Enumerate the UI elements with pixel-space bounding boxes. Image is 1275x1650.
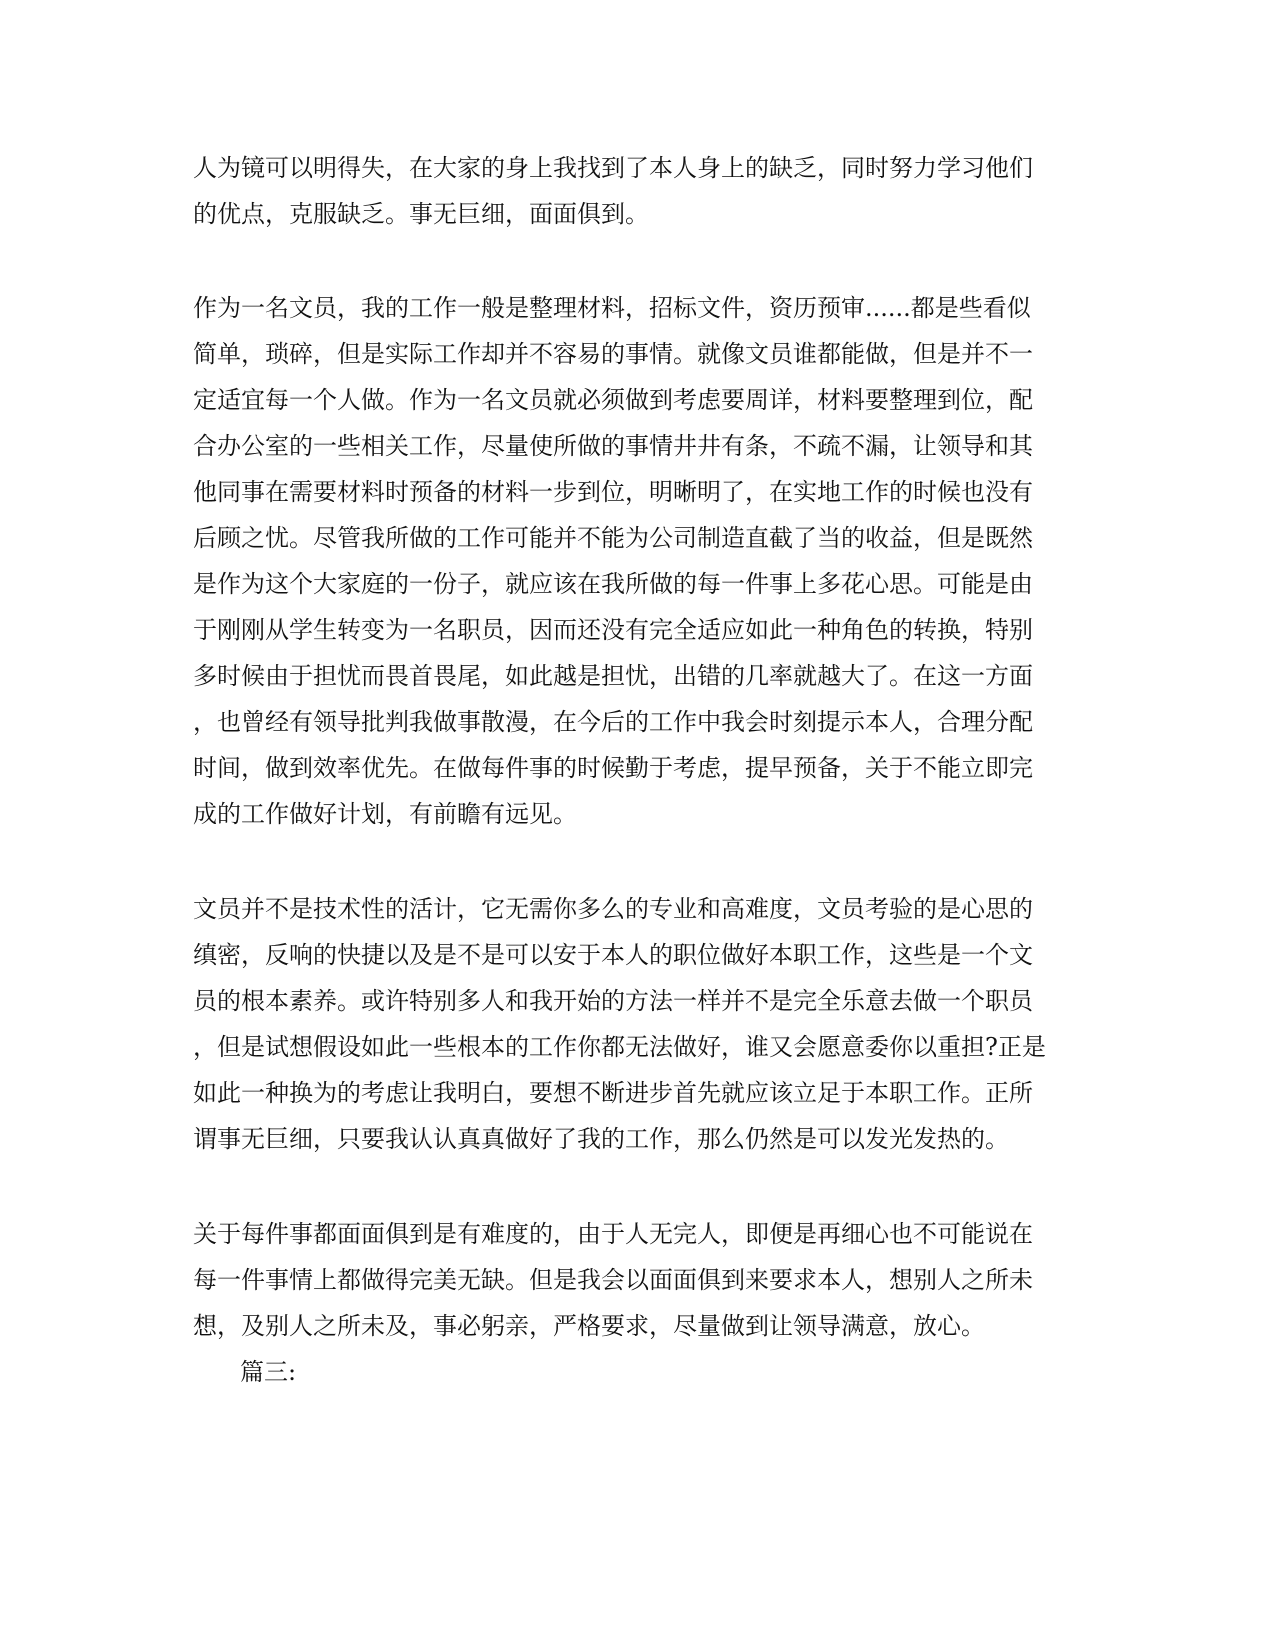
paragraph-4-line-1: 关于每件事都面面俱到是有难度的，由于人无完人，即便是再细心也不可能说在 bbox=[193, 1220, 1033, 1248]
paragraph-3-line-3: 员的根本素养。或许特别多人和我开始的方法一样并不是完全乐意去做一个职员 bbox=[193, 987, 1033, 1015]
paragraph-2-line-5: 他同事在需要材料时预备的材料一步到位，明晰明了，在实地工作的时候也没有 bbox=[193, 478, 1033, 506]
paragraph-3-line-6: 谓事无巨细，只要我认认真真做好了我的工作，那么仍然是可以发光发热的。 bbox=[193, 1125, 1009, 1153]
paragraph-2-line-10: ，也曾经有领导批判我做事散漫，在今后的工作中我会时刻提示本人，合理分配 bbox=[193, 708, 1033, 736]
paragraph-3-line-2: 缜密，反响的快捷以及是不是可以安于本人的职位做好本职工作，这些是一个文 bbox=[193, 941, 1033, 969]
paragraph-2-line-8: 于刚刚从学生转变为一名职员，因而还没有完全适应如此一种角色的转换，特别 bbox=[193, 616, 1033, 644]
paragraph-2-line-7: 是作为这个大家庭的一份子，就应该在我所做的每一件事上多花心思。可能是由 bbox=[193, 570, 1033, 598]
paragraph-2-line-12: 成的工作做好计划，有前瞻有远见。 bbox=[193, 800, 577, 828]
paragraph-3-line-1: 文员并不是技术性的活计，它无需你多么的专业和高难度，文员考验的是心思的 bbox=[193, 895, 1033, 923]
paragraph-4-line-3: 想，及别人之所未及，事必躬亲，严格要求，尽量做到让领导满意，放心。 bbox=[193, 1312, 985, 1340]
paragraph-2-line-6: 后顾之忧。尽管我所做的工作可能并不能为公司制造直截了当的收益，但是既然 bbox=[193, 524, 1033, 552]
paragraph-3-line-5: 如此一种换为的考虑让我明白，要想不断进步首先就应该立足于本职工作。正所 bbox=[193, 1079, 1033, 1107]
paragraph-4-line-2: 每一件事情上都做得完美无缺。但是我会以面面俱到来要求本人，想别人之所未 bbox=[193, 1266, 1033, 1294]
paragraph-2-line-9: 多时候由于担忧而畏首畏尾，如此越是担忧，出错的几率就越大了。在这一方面 bbox=[193, 662, 1033, 690]
paragraph-2-line-4: 合办公室的一些相关工作，尽量使所做的事情井井有条，不疏不漏，让领导和其 bbox=[193, 432, 1033, 460]
paragraph-2-line-1: 作为一名文员，我的工作一般是整理材料，招标文件，资历预审......都是些看似 bbox=[193, 294, 1031, 322]
paragraph-2-line-2: 简单，琐碎，但是实际工作却并不容易的事情。就像文员谁都能做，但是并不一 bbox=[193, 340, 1033, 368]
paragraph-1-line-2: 的优点，克服缺乏。事无巨细，面面俱到。 bbox=[193, 200, 649, 228]
paragraph-1-line-1: 人为镜可以明得失，在大家的身上我找到了本人身上的缺乏，同时努力学习他们 bbox=[193, 154, 1033, 182]
paragraph-3-line-4: ，但是试想假设如此一些根本的工作你都无法做好，谁又会愿意委你以重担?正是 bbox=[193, 1033, 1046, 1061]
paragraph-2-line-3: 定适宜每一个人做。作为一名文员就必须做到考虑要周详，材料要整理到位，配 bbox=[193, 386, 1033, 414]
section-heading: 篇三: bbox=[240, 1358, 297, 1386]
paragraph-2-line-11: 时间，做到效率优先。在做每件事的时候勤于考虑，提早预备，关于不能立即完 bbox=[193, 754, 1033, 782]
